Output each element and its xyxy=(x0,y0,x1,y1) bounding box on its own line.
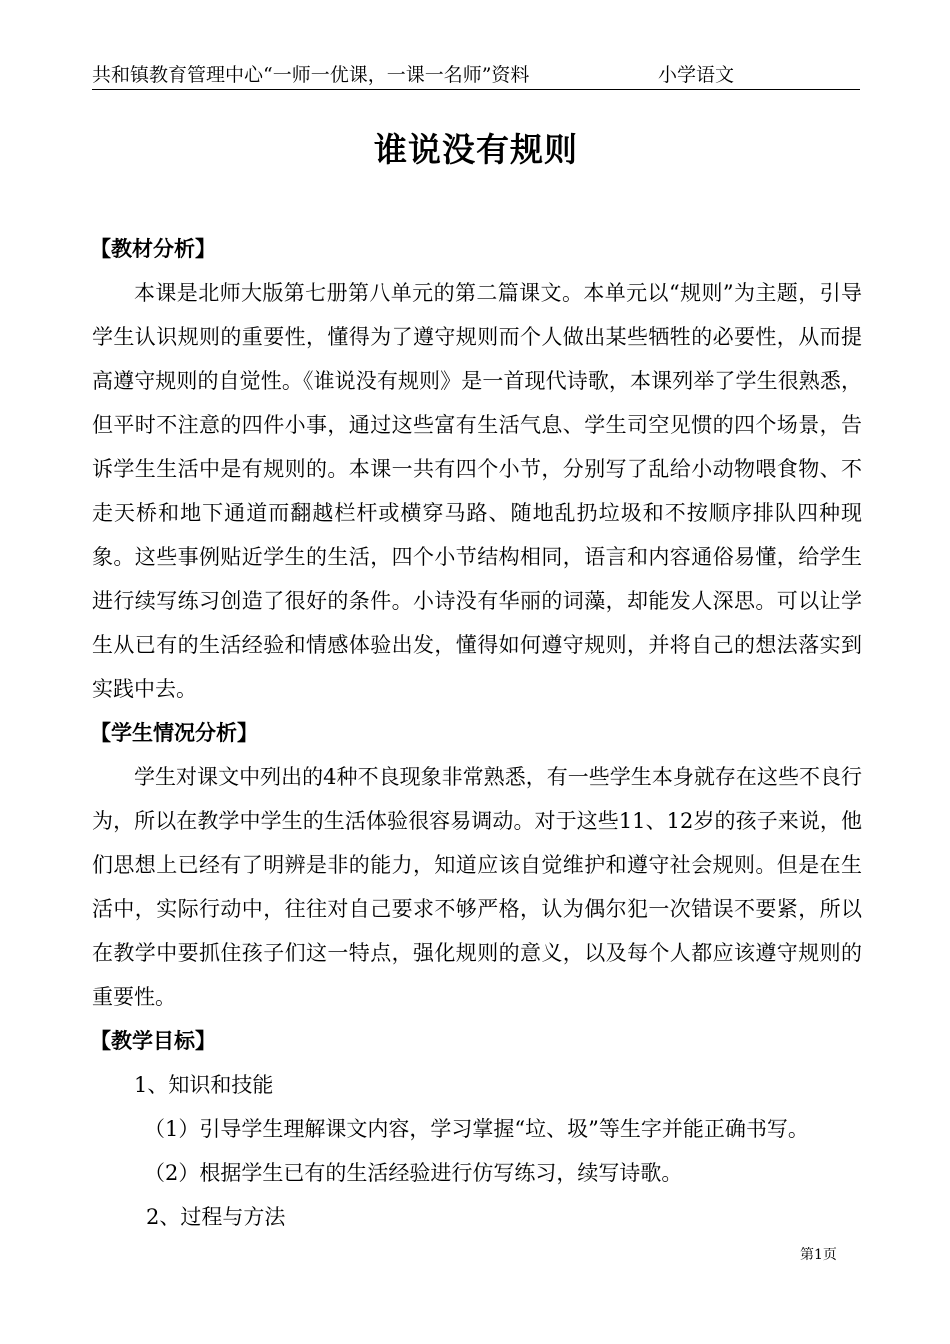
document-body xyxy=(92,227,862,1239)
goal-subitem-2: （2）根据学生已有的生活经验进行仿写练习，续写诗歌。 xyxy=(144,1161,683,1185)
header-subject: 小学语文 xyxy=(658,64,735,86)
student-analysis-paragraph: 学生对课文中列出的4种不良现象非常熟悉，有一些学生本身就存在这些不良行为，所以在教学中学生的生活体验很容易调动。对于这些11、12岁的孩子来说，他们思想上已经有了明辨是非的能力，知道应该自觉维护和遵守社会规则。但是在生活中，实际行动中，往往对自己要求不够严格，认为偶尔犯一次错误不要紧，所以在教学中要抓住孩子们这一特点，强化规则的意义，以及每个人都应该遵守规则的重要性。 xyxy=(92,765,862,1009)
section-heading-material: 【教材分析】 xyxy=(90,236,216,261)
section-heading-students: 【学生情况分析】 xyxy=(90,720,258,745)
goal-item-process: 2、过程与方法 xyxy=(146,1205,286,1229)
page-title: 谁说没有规则 xyxy=(374,130,578,169)
goal-item-knowledge: 1、知识和技能 xyxy=(134,1073,274,1097)
header-organization: 共和镇教育管理中心“一师一优课，一课一名师”资料 xyxy=(92,64,530,86)
section-heading-goals: 【教学目标】 xyxy=(90,1028,216,1053)
page-number: 第1页 xyxy=(800,1247,837,1263)
material-analysis-paragraph: 本课是北师大版第七册第八单元的第二篇课文。本单元以“规则”为主题，引导学生认识规则的重要性，懂得为了遵守规则而个人做出某些牺牲的必要性，从而提高遵守规则的自觉性。《谁说没有规则》是一首现代诗歌，本课列举了学生很熟悉，但平时不注意的四件小事，通过这些富有生活气息、学生司空见惯的四个场景，告诉学生生活中是有规则的。本课一共有四个小节，分别写了乱给小动物喂食物、不走天桥和地下通道而翻越栏杆或横穿马路、随地乱扔垃圾和不按顺序排队四种现象。这些事例贴近学生的生活，四个小节结构相同，语言和内容通俗易懂，给学生进行续写练习创造了很好的条件。小诗没有华丽的词藻，却能发人深思。可以让学生从已有的生活经验和情感体验出发，懂得如何遵守规则，并将自己的想法落实到实践中去。 xyxy=(92,281,862,701)
page-header xyxy=(92,62,860,90)
goal-subitem-1: （1）引导学生理解课文内容，学习掌握“垃、圾”等生字并能正确书写。 xyxy=(144,1117,809,1141)
